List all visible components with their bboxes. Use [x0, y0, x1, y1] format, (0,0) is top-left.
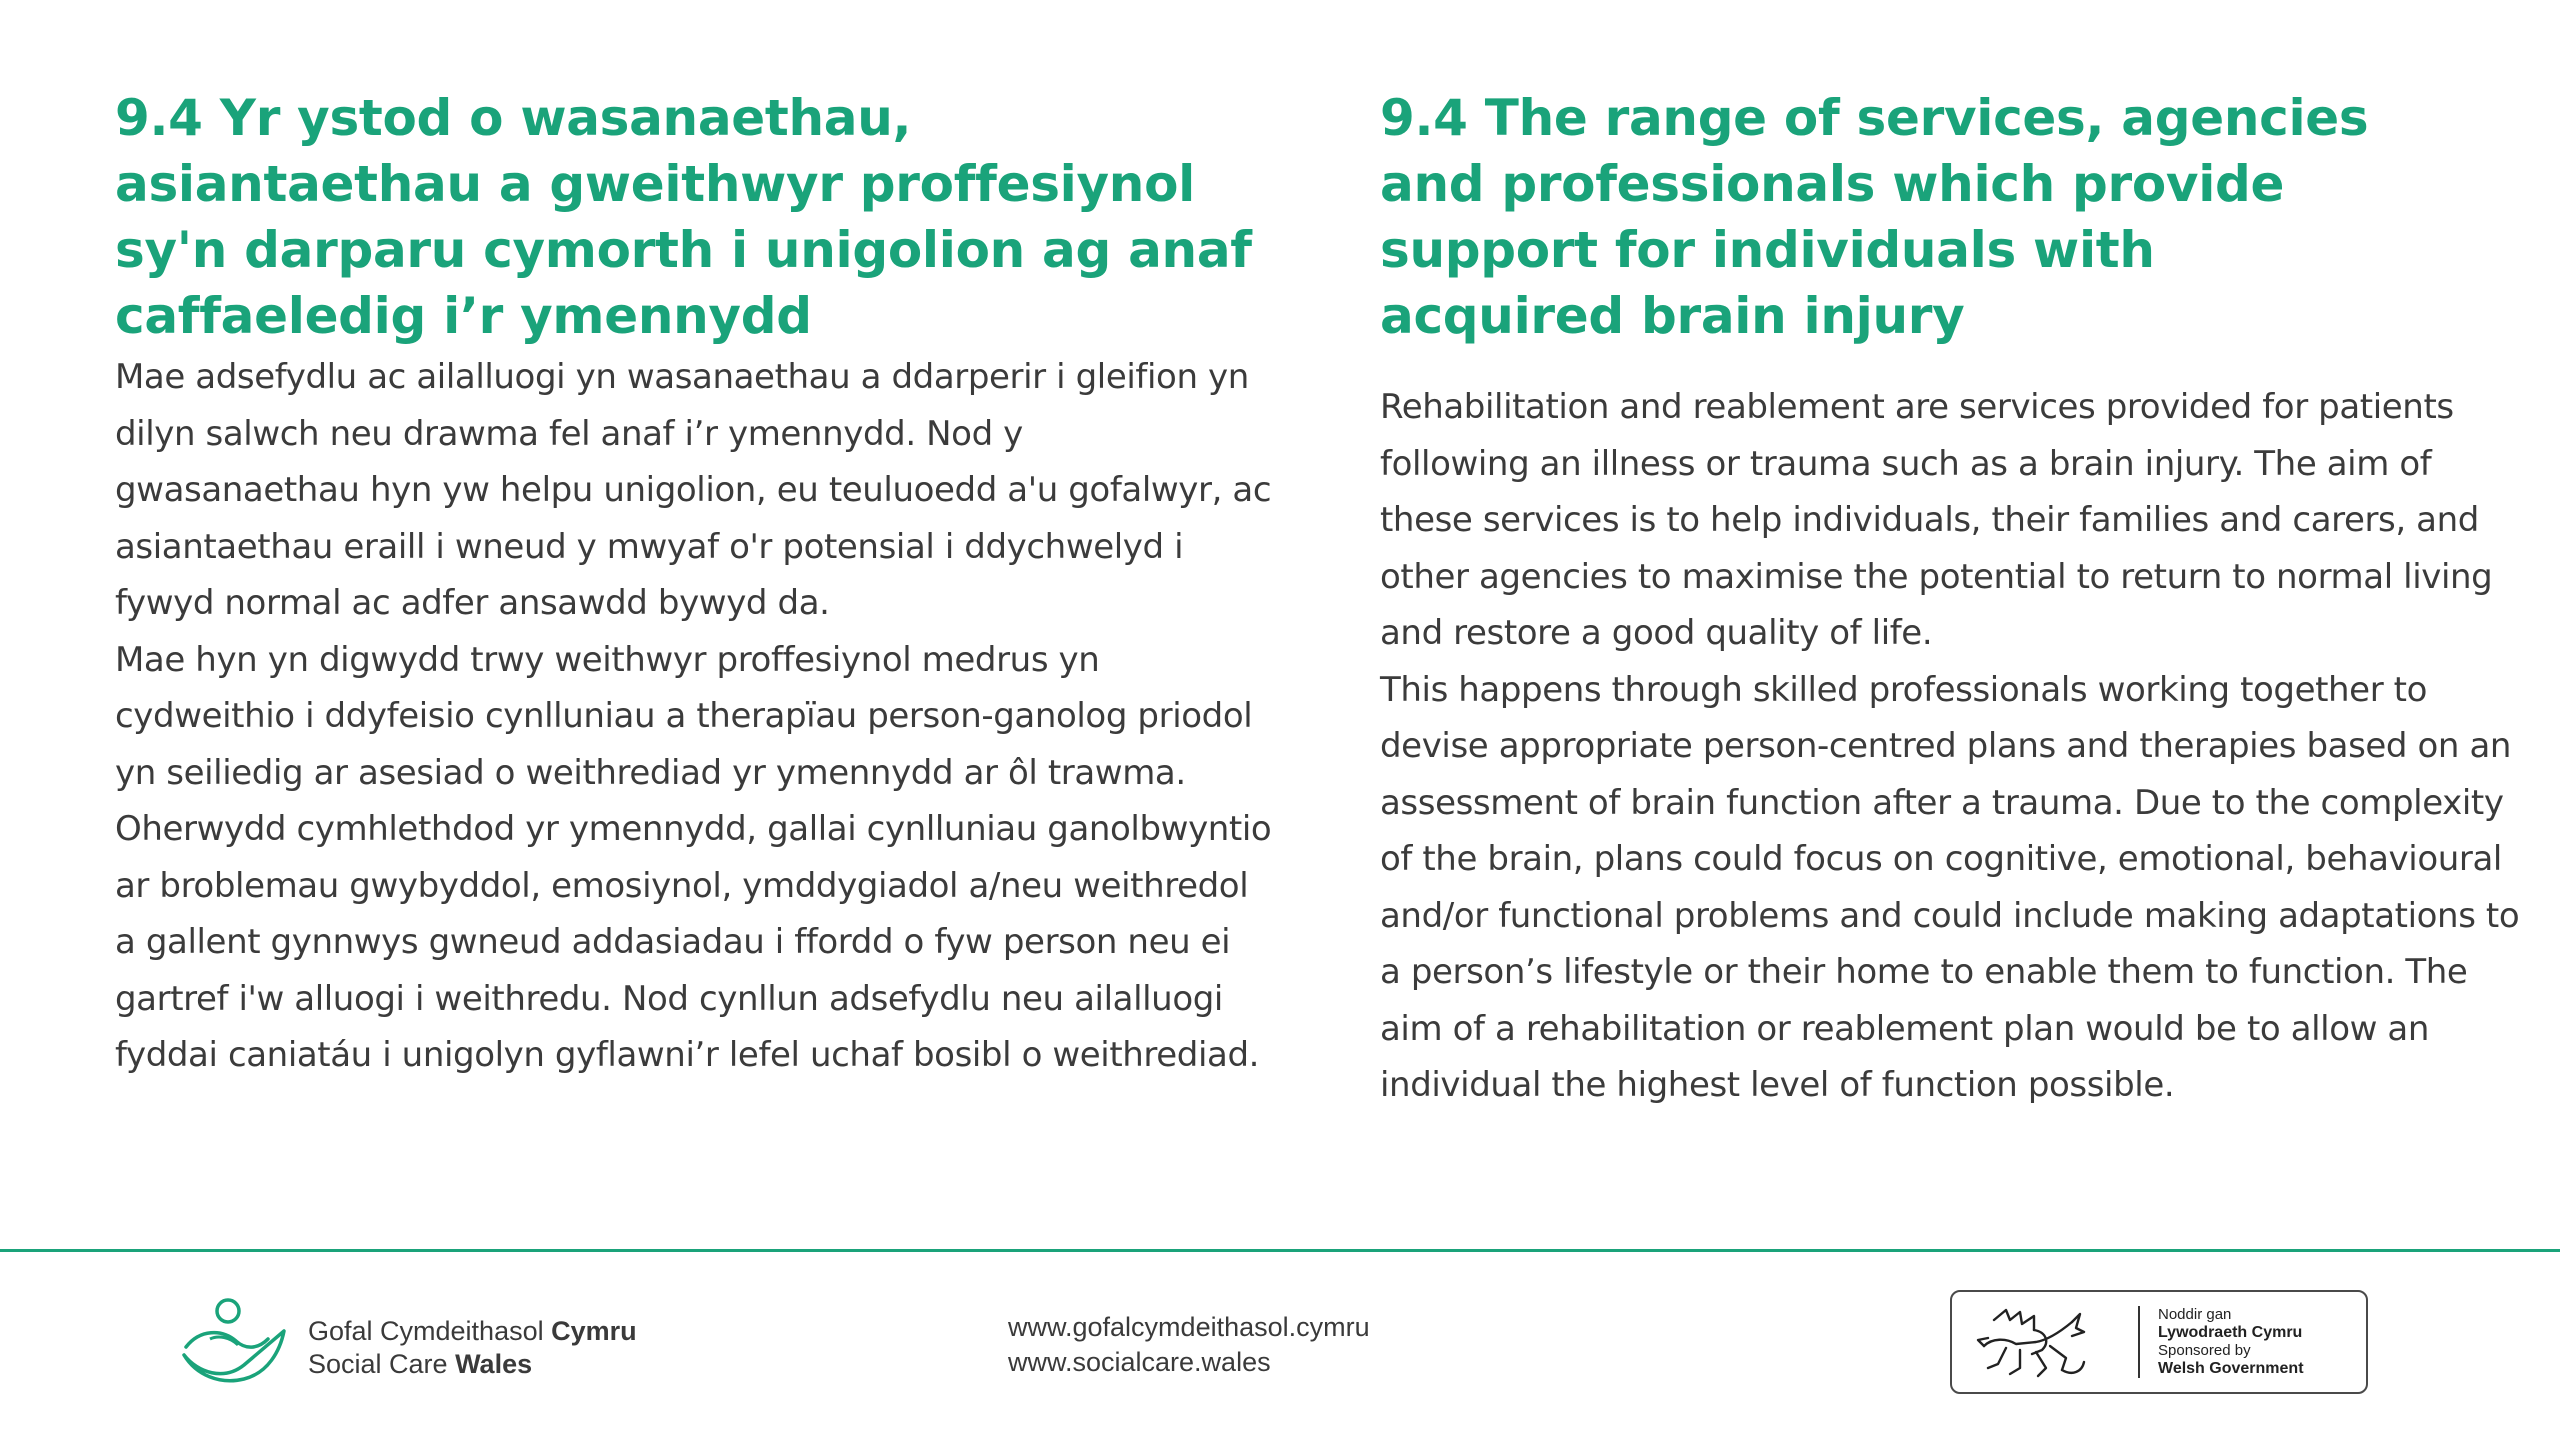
- welsh-dragon-icon: [1976, 1302, 2088, 1384]
- gov-sponsored-welsh: Noddir gan: [2158, 1306, 2232, 1323]
- gov-name-welsh: Lywodraeth Cymru: [2158, 1324, 2303, 1341]
- logo-english-regular: Social Care: [308, 1349, 456, 1379]
- footer-urls: [1008, 1310, 1370, 1380]
- english-body: [1380, 379, 2520, 1114]
- welsh-paragraph-2: Mae hyn yn digwydd trwy weithwyr proffesiynol medrus yn cydweithio i ddyfeisio cynlluniau a therapïau person-ganolog priodol yn seiliedig ar asesiad o weithrediad yr ymennydd ar ôl trawma. Oherwydd cymhlethdod yr ymennydd, gallai cynlluniau ganolbwyntio ar broblemau gwybyddol, emosiynol, ymddygiadol a/neu weithredol a gallent gynnwys gwneud addasiadau i ffordd o fyw person neu ei gartref i'w alluogi i weithredu. Nod cynllun adsefydlu neu ailalluogi fyddai caniatáu i unigolyn gyflawni’r lefel uchaf bosibl o weithrediad.: [115, 639, 1272, 1075]
- social-care-wales-logo: [180, 1295, 720, 1385]
- url-english-link[interactable]: www.socialcare.wales: [1008, 1347, 1271, 1377]
- english-column: [1380, 85, 2520, 1114]
- welsh-column: [115, 85, 1275, 1084]
- welsh-paragraph-1: Mae adsefydlu ac ailalluogi yn wasanaethau a ddarperir i gleifion yn dilyn salwch neu drawma fel anaf i’r ymennydd. Nod y gwasanaethau hyn yw helpu unigolion, eu teuluoedd a'u gofalwyr, ac asiantaethau eraill i wneud y mwyaf o'r potensial i ddychwelyd i fywyd normal ac adfer ansawdd bywyd da.: [115, 357, 1272, 623]
- gov-sponsorship-text: [2158, 1306, 2304, 1378]
- welsh-body: [115, 349, 1275, 1084]
- gov-divider: [2138, 1306, 2140, 1378]
- social-care-wales-logo-icon: [180, 1295, 290, 1385]
- url-welsh-link[interactable]: www.gofalcymdeithasol.cymru: [1008, 1312, 1370, 1342]
- welsh-government-badge: [1950, 1290, 2368, 1394]
- logo-wordmark: [308, 1315, 637, 1381]
- footer-divider: [0, 1249, 2560, 1252]
- logo-line-welsh: [308, 1315, 637, 1348]
- logo-english-bold: Wales: [455, 1349, 533, 1379]
- welsh-heading: 9.4 Yr ystod o wasanaethau, asiantaethau a gweithwyr proffesiynol sy'n darparu cymorth i unigolion ag anaf caffaeledig i’r ymennydd: [115, 89, 1252, 345]
- gov-sponsored-english: Sponsored by: [2158, 1342, 2251, 1359]
- english-paragraph-2: This happens through skilled professionals working together to devise appropriate person-centred plans and therapies based on an assessment of brain function after a trauma. Due to the complexity of the brain, plans could focus on cognitive, emotional, behavioural and/or functional problems and could include making adaptations to a person’s lifestyle or their home to enable them to function. The aim of a rehabilitation or reablement plan would be to allow an individual the highest level of function possible.: [1380, 669, 2520, 1105]
- gov-name-english: Welsh Government: [2158, 1360, 2304, 1377]
- logo-welsh-regular: Gofal Cymdeithasol: [308, 1316, 552, 1346]
- logo-welsh-bold: Cymru: [551, 1316, 637, 1346]
- english-paragraph-1: Rehabilitation and reablement are services provided for patients following an illness or trauma such as a brain injury. The aim of these services is to help individuals, their families and carers, and other agencies to maximise the potential to return to normal living and restore a good quality of life.: [1380, 387, 2493, 653]
- logo-line-english: [308, 1348, 637, 1381]
- english-heading: 9.4 The range of services, agencies and professionals which provide support for individuals with acquired brain injury: [1380, 89, 2369, 345]
